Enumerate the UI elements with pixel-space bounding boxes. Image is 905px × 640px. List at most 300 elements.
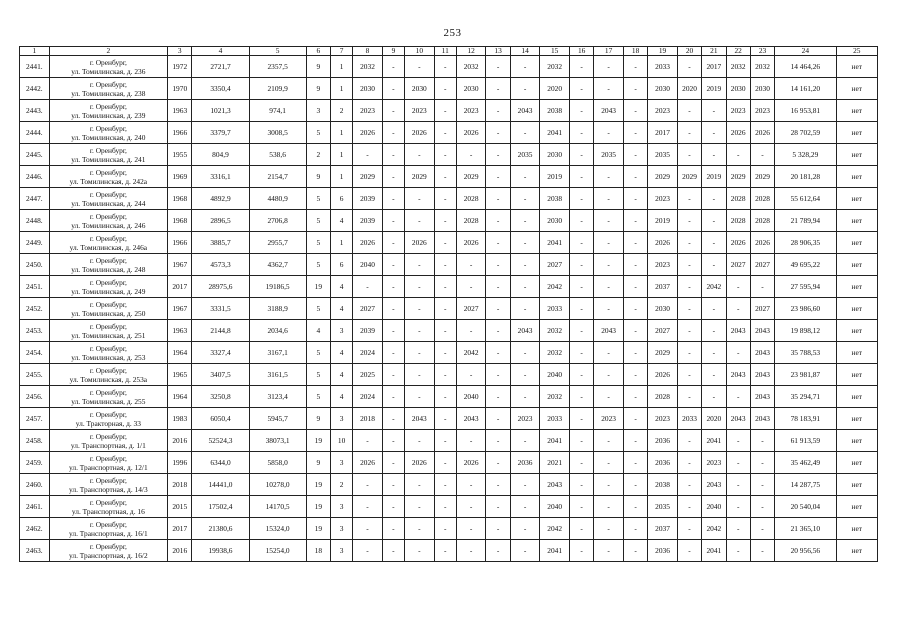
cell-col-22: -: [726, 144, 750, 166]
cell-col-4: 3350,4: [192, 78, 249, 100]
cell-col-20: -: [677, 122, 701, 144]
address-city: г. Оренбург,: [89, 497, 127, 507]
address-cell: [49, 210, 167, 232]
cell-col-10: 2026: [405, 452, 435, 474]
row-number: 2444.: [20, 122, 50, 144]
cell-col-18: -: [623, 452, 647, 474]
cell-col-11: -: [434, 540, 456, 562]
cell-col-15: 2040: [540, 364, 570, 386]
cell-col-10: -: [405, 364, 435, 386]
cell-col-22: 2029: [726, 166, 750, 188]
cell-col-3: 2016: [168, 540, 192, 562]
cell-col-20: -: [677, 386, 701, 408]
address-street: ул. Томилинская, д. 255: [71, 396, 146, 406]
cell-col-5: 4480,9: [249, 188, 306, 210]
address-street: ул. Томилинская, д. 236: [71, 66, 146, 76]
cell-col-17: -: [594, 232, 624, 254]
cell-col-3: 2017: [168, 276, 192, 298]
address-street: ул. Томилинская, д. 244: [71, 198, 146, 208]
cell-col-19: 2023: [648, 408, 678, 430]
cell-col-13: -: [486, 122, 510, 144]
cell-col-17: -: [594, 496, 624, 518]
cell-col-11: -: [434, 210, 456, 232]
cell-col-7: 4: [331, 276, 353, 298]
address-city: г. Оренбург,: [89, 167, 127, 177]
address-street: ул. Томилинская, д. 248: [71, 264, 146, 274]
cell-col-11: -: [434, 232, 456, 254]
column-header-25: 25: [836, 47, 877, 56]
cell-col-12: 2028: [456, 210, 486, 232]
cell-col-24: 28 702,59: [775, 122, 836, 144]
cell-col-23: 2043: [750, 320, 774, 342]
cell-col-21: 2019: [702, 78, 726, 100]
row-number: 2441.: [20, 56, 50, 78]
cell-col-9: -: [382, 452, 404, 474]
cell-col-4: 6344,0: [192, 452, 249, 474]
column-header-20: 20: [677, 47, 701, 56]
cell-col-15: 2033: [540, 298, 570, 320]
cell-col-13: -: [486, 364, 510, 386]
cell-col-21: 2017: [702, 56, 726, 78]
cell-col-9: -: [382, 144, 404, 166]
cell-col-21: -: [702, 100, 726, 122]
cell-col-5: 4362,7: [249, 254, 306, 276]
cell-col-18: -: [623, 188, 647, 210]
cell-col-20: -: [677, 56, 701, 78]
address-street: ул. Томилинская, д. 251: [71, 330, 146, 340]
cell-col-7: 3: [331, 496, 353, 518]
cell-col-21: 2042: [702, 276, 726, 298]
cell-col-20: 2020: [677, 78, 701, 100]
cell-col-10: -: [405, 298, 435, 320]
cell-col-3: 1983: [168, 408, 192, 430]
column-header-5: 5: [249, 47, 306, 56]
cell-col-3: 1966: [168, 232, 192, 254]
cell-col-19: 2028: [648, 386, 678, 408]
cell-col-23: 2043: [750, 386, 774, 408]
cell-col-8: -: [353, 276, 383, 298]
cell-col-12: -: [456, 540, 486, 562]
address-cell: [49, 518, 167, 540]
cell-col-15: 2030: [540, 144, 570, 166]
cell-col-20: -: [677, 474, 701, 496]
cell-col-13: -: [486, 430, 510, 452]
cell-col-4: 2144,8: [192, 320, 249, 342]
cell-col-21: -: [702, 320, 726, 342]
cell-col-17: 2035: [594, 144, 624, 166]
cell-col-24: 14 161,20: [775, 78, 836, 100]
cell-col-12: -: [456, 364, 486, 386]
address-cell: [49, 298, 167, 320]
table-row: [20, 386, 878, 408]
cell-col-11: -: [434, 408, 456, 430]
cell-col-16: -: [569, 232, 593, 254]
column-header-8: 8: [353, 47, 383, 56]
cell-col-11: -: [434, 166, 456, 188]
table-row: [20, 408, 878, 430]
cell-col-9: -: [382, 298, 404, 320]
cell-col-21: 2019: [702, 166, 726, 188]
cell-col-4: 2721,7: [192, 56, 249, 78]
cell-col-9: -: [382, 188, 404, 210]
cell-col-7: 2: [331, 100, 353, 122]
cell-col-21: -: [702, 298, 726, 320]
cell-col-3: 1967: [168, 254, 192, 276]
cell-col-10: 2043: [405, 408, 435, 430]
cell-col-22: 2026: [726, 232, 750, 254]
cell-col-21: -: [702, 364, 726, 386]
row-number: 2459.: [20, 452, 50, 474]
cell-col-3: 1963: [168, 100, 192, 122]
cell-col-23: -: [750, 276, 774, 298]
address-street: ул. Транспортная, д. 16: [71, 506, 145, 516]
cell-col-14: -: [510, 364, 540, 386]
address-city: г. Оренбург,: [89, 233, 127, 243]
cell-col-4: 14441,0: [192, 474, 249, 496]
cell-col-20: -: [677, 320, 701, 342]
cell-col-5: 14170,5: [249, 496, 306, 518]
cell-col-25: нет: [836, 100, 877, 122]
cell-col-8: 2040: [353, 254, 383, 276]
cell-col-15: 2032: [540, 320, 570, 342]
address-cell: [49, 188, 167, 210]
address-street: ул. Томилинская, д. 241: [71, 154, 146, 164]
cell-col-21: -: [702, 386, 726, 408]
cell-col-17: -: [594, 188, 624, 210]
cell-col-9: -: [382, 430, 404, 452]
cell-col-4: 3407,5: [192, 364, 249, 386]
address-city: г. Оренбург,: [89, 145, 127, 155]
cell-col-16: -: [569, 474, 593, 496]
cell-col-13: -: [486, 342, 510, 364]
cell-col-9: -: [382, 474, 404, 496]
cell-col-24: 49 695,22: [775, 254, 836, 276]
cell-col-21: 2041: [702, 540, 726, 562]
cell-col-6: 19: [306, 276, 330, 298]
address-street: ул. Транспортная, д. 12/1: [69, 462, 148, 472]
cell-col-13: -: [486, 56, 510, 78]
cell-col-4: 28975,6: [192, 276, 249, 298]
row-number: 2443.: [20, 100, 50, 122]
cell-col-18: -: [623, 474, 647, 496]
cell-col-17: 2023: [594, 408, 624, 430]
cell-col-6: 5: [306, 386, 330, 408]
table-row: [20, 496, 878, 518]
column-header-7: 7: [331, 47, 353, 56]
cell-col-5: 3188,9: [249, 298, 306, 320]
cell-col-10: 2023: [405, 100, 435, 122]
cell-col-8: 2026: [353, 452, 383, 474]
column-header-4: 4: [192, 47, 249, 56]
cell-col-4: 3327,4: [192, 342, 249, 364]
column-header-9: 9: [382, 47, 404, 56]
cell-col-20: -: [677, 210, 701, 232]
cell-col-12: 2030: [456, 78, 486, 100]
table-row: [20, 144, 878, 166]
cell-col-7: 4: [331, 364, 353, 386]
table-row: [20, 276, 878, 298]
cell-col-7: 3: [331, 540, 353, 562]
address-cell: [49, 342, 167, 364]
cell-col-21: 2023: [702, 452, 726, 474]
cell-col-12: 2027: [456, 298, 486, 320]
cell-col-24: 35 462,49: [775, 452, 836, 474]
cell-col-8: 2024: [353, 386, 383, 408]
cell-col-9: -: [382, 56, 404, 78]
cell-col-6: 18: [306, 540, 330, 562]
column-number-header: [20, 47, 878, 56]
cell-col-18: -: [623, 232, 647, 254]
cell-col-12: 2043: [456, 408, 486, 430]
cell-col-11: -: [434, 474, 456, 496]
address-cell: [49, 408, 167, 430]
cell-col-23: -: [750, 518, 774, 540]
address-city: г. Оренбург,: [89, 343, 127, 353]
address-cell: [49, 144, 167, 166]
cell-col-23: -: [750, 474, 774, 496]
cell-col-12: 2042: [456, 342, 486, 364]
cell-col-13: -: [486, 188, 510, 210]
cell-col-7: 3: [331, 452, 353, 474]
cell-col-17: -: [594, 254, 624, 276]
cell-col-12: -: [456, 320, 486, 342]
address-street: ул. Томилинская, д. 250: [71, 308, 146, 318]
cell-col-23: -: [750, 144, 774, 166]
cell-col-10: 2026: [405, 232, 435, 254]
row-number: 2460.: [20, 474, 50, 496]
address-city: г. Оренбург,: [89, 299, 127, 309]
cell-col-15: 2042: [540, 276, 570, 298]
address-cell: [49, 56, 167, 78]
cell-col-15: 2038: [540, 188, 570, 210]
cell-col-16: -: [569, 56, 593, 78]
cell-col-5: 2154,7: [249, 166, 306, 188]
cell-col-21: -: [702, 342, 726, 364]
cell-col-16: -: [569, 430, 593, 452]
cell-col-23: -: [750, 540, 774, 562]
cell-col-5: 5858,0: [249, 452, 306, 474]
cell-col-6: 19: [306, 518, 330, 540]
row-number: 2449.: [20, 232, 50, 254]
cell-col-4: 17502,4: [192, 496, 249, 518]
row-number: 2462.: [20, 518, 50, 540]
cell-col-11: -: [434, 518, 456, 540]
cell-col-14: -: [510, 232, 540, 254]
cell-col-17: -: [594, 452, 624, 474]
cell-col-16: -: [569, 364, 593, 386]
cell-col-12: -: [456, 474, 486, 496]
cell-col-5: 2357,5: [249, 56, 306, 78]
row-number: 2458.: [20, 430, 50, 452]
cell-col-3: 2015: [168, 496, 192, 518]
cell-col-12: 2028: [456, 188, 486, 210]
cell-col-21: -: [702, 254, 726, 276]
cell-col-24: 5 328,29: [775, 144, 836, 166]
cell-col-10: -: [405, 276, 435, 298]
table-row: [20, 540, 878, 562]
cell-col-3: 1967: [168, 298, 192, 320]
cell-col-8: -: [353, 430, 383, 452]
cell-col-16: -: [569, 496, 593, 518]
cell-col-24: 78 183,91: [775, 408, 836, 430]
cell-col-14: 2035: [510, 144, 540, 166]
cell-col-7: 3: [331, 320, 353, 342]
cell-col-5: 2034,6: [249, 320, 306, 342]
cell-col-25: нет: [836, 430, 877, 452]
address-cell: [49, 122, 167, 144]
table-row: [20, 210, 878, 232]
cell-col-7: 3: [331, 408, 353, 430]
address-city: г. Оренбург,: [89, 57, 127, 67]
cell-col-11: -: [434, 276, 456, 298]
cell-col-9: -: [382, 254, 404, 276]
cell-col-8: 2039: [353, 210, 383, 232]
cell-col-16: -: [569, 122, 593, 144]
cell-col-8: 2018: [353, 408, 383, 430]
cell-col-17: -: [594, 474, 624, 496]
row-number: 2442.: [20, 78, 50, 100]
cell-col-3: 1996: [168, 452, 192, 474]
column-header-14: 14: [510, 47, 540, 56]
cell-col-8: -: [353, 144, 383, 166]
cell-col-15: 2030: [540, 210, 570, 232]
cell-col-19: 2017: [648, 122, 678, 144]
cell-col-5: 2955,7: [249, 232, 306, 254]
cell-col-18: -: [623, 298, 647, 320]
cell-col-23: 2028: [750, 210, 774, 232]
table-row: [20, 122, 878, 144]
cell-col-24: 61 913,59: [775, 430, 836, 452]
cell-col-7: 6: [331, 188, 353, 210]
cell-col-14: 2043: [510, 100, 540, 122]
cell-col-18: -: [623, 100, 647, 122]
cell-col-4: 4573,3: [192, 254, 249, 276]
cell-col-13: -: [486, 518, 510, 540]
table-row: [20, 342, 878, 364]
address-cell: [49, 320, 167, 342]
cell-col-6: 5: [306, 122, 330, 144]
cell-col-4: 4892,9: [192, 188, 249, 210]
cell-col-23: -: [750, 452, 774, 474]
cell-col-14: -: [510, 276, 540, 298]
cell-col-24: 20 540,04: [775, 496, 836, 518]
cell-col-12: 2026: [456, 122, 486, 144]
cell-col-23: 2026: [750, 232, 774, 254]
cell-col-25: нет: [836, 540, 877, 562]
cell-col-4: 3885,7: [192, 232, 249, 254]
cell-col-5: 38073,1: [249, 430, 306, 452]
cell-col-25: нет: [836, 298, 877, 320]
column-header-17: 17: [594, 47, 624, 56]
cell-col-17: -: [594, 386, 624, 408]
cell-col-14: -: [510, 78, 540, 100]
cell-col-10: -: [405, 56, 435, 78]
address-city: г. Оренбург,: [89, 277, 127, 287]
cell-col-13: -: [486, 210, 510, 232]
cell-col-9: -: [382, 364, 404, 386]
cell-col-22: -: [726, 342, 750, 364]
cell-col-23: -: [750, 496, 774, 518]
cell-col-23: -: [750, 430, 774, 452]
cell-col-23: 2027: [750, 254, 774, 276]
table-row: [20, 78, 878, 100]
cell-col-24: 28 906,35: [775, 232, 836, 254]
cell-col-13: -: [486, 452, 510, 474]
cell-col-20: -: [677, 342, 701, 364]
cell-col-4: 804,9: [192, 144, 249, 166]
cell-col-6: 5: [306, 364, 330, 386]
cell-col-11: -: [434, 144, 456, 166]
address-street: ул. Транспортная, д. 14/3: [69, 484, 148, 494]
cell-col-11: -: [434, 254, 456, 276]
cell-col-7: 10: [331, 430, 353, 452]
cell-col-7: 4: [331, 210, 353, 232]
cell-col-16: -: [569, 386, 593, 408]
cell-col-5: 3123,4: [249, 386, 306, 408]
cell-col-4: 2896,5: [192, 210, 249, 232]
table-row: [20, 254, 878, 276]
cell-col-18: -: [623, 144, 647, 166]
address-street: ул. Томилинская, д. 246: [71, 220, 146, 230]
cell-col-11: -: [434, 452, 456, 474]
address-city: г. Оренбург,: [89, 431, 127, 441]
cell-col-6: 5: [306, 342, 330, 364]
cell-col-14: -: [510, 56, 540, 78]
cell-col-15: 2020: [540, 78, 570, 100]
cell-col-10: -: [405, 342, 435, 364]
cell-col-8: -: [353, 540, 383, 562]
row-number: 2448.: [20, 210, 50, 232]
cell-col-10: -: [405, 188, 435, 210]
cell-col-5: 3008,5: [249, 122, 306, 144]
cell-col-9: -: [382, 78, 404, 100]
row-number: 2446.: [20, 166, 50, 188]
cell-col-9: -: [382, 122, 404, 144]
cell-col-10: 2029: [405, 166, 435, 188]
cell-col-16: -: [569, 100, 593, 122]
cell-col-18: -: [623, 342, 647, 364]
cell-col-22: -: [726, 298, 750, 320]
cell-col-14: -: [510, 166, 540, 188]
cell-col-9: -: [382, 342, 404, 364]
cell-col-19: 2023: [648, 188, 678, 210]
cell-col-19: 2035: [648, 144, 678, 166]
address-street: ул. Томилинская, д. 249: [71, 286, 146, 296]
cell-col-20: -: [677, 100, 701, 122]
cell-col-6: 9: [306, 78, 330, 100]
cell-col-20: -: [677, 144, 701, 166]
cell-col-19: 2026: [648, 364, 678, 386]
cell-col-12: 2032: [456, 56, 486, 78]
column-header-6: 6: [306, 47, 330, 56]
cell-col-3: 1955: [168, 144, 192, 166]
cell-col-9: -: [382, 386, 404, 408]
cell-col-15: 2042: [540, 518, 570, 540]
cell-col-23: 2043: [750, 342, 774, 364]
cell-col-7: 1: [331, 166, 353, 188]
cell-col-19: 2029: [648, 166, 678, 188]
cell-col-19: 2026: [648, 232, 678, 254]
column-header-21: 21: [702, 47, 726, 56]
cell-col-3: 2018: [168, 474, 192, 496]
cell-col-7: 3: [331, 518, 353, 540]
cell-col-16: -: [569, 78, 593, 100]
cell-col-14: -: [510, 518, 540, 540]
cell-col-11: -: [434, 320, 456, 342]
cell-col-14: 2043: [510, 320, 540, 342]
cell-col-19: 2037: [648, 276, 678, 298]
cell-col-19: 2030: [648, 78, 678, 100]
